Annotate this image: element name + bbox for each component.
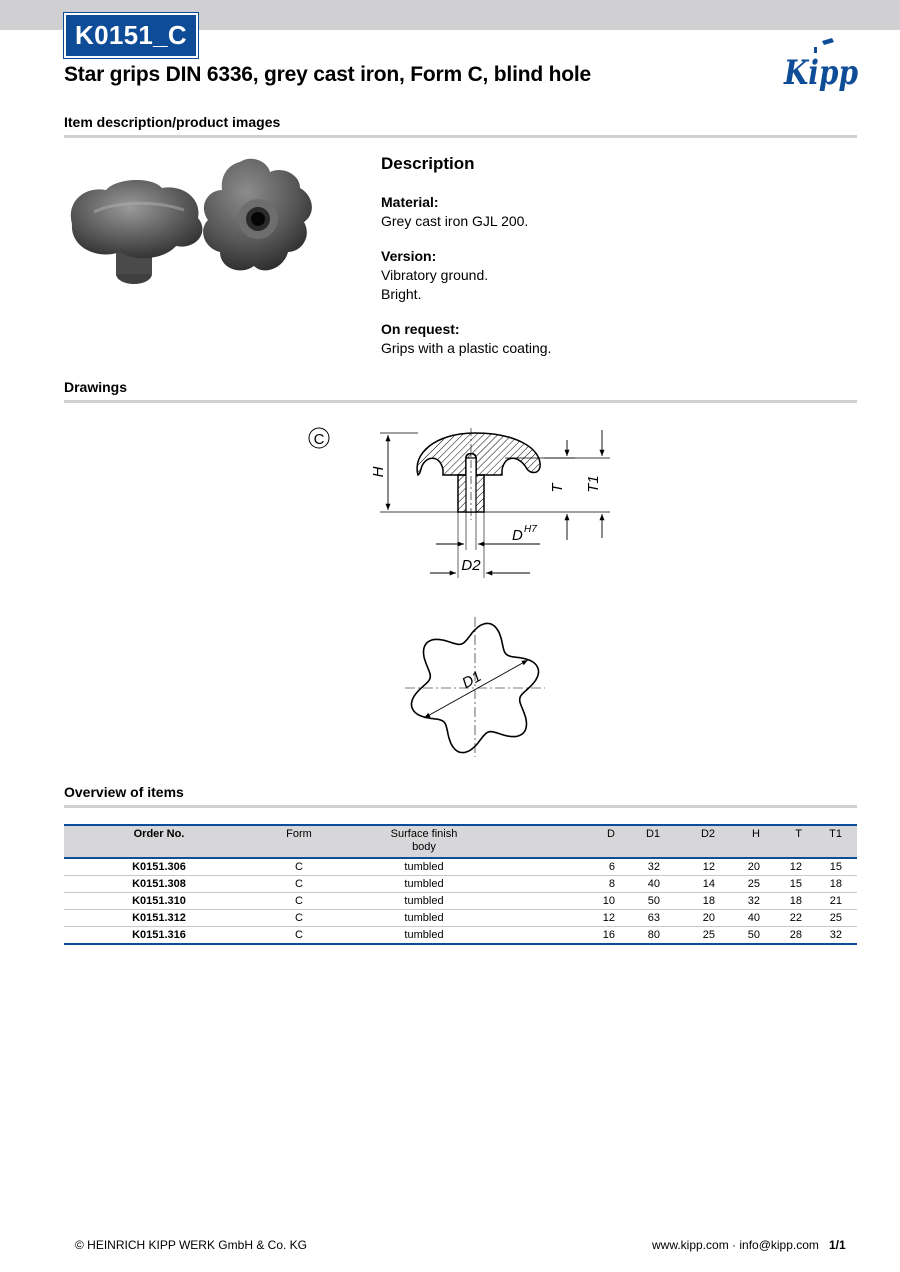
grip-top-view-image bbox=[203, 159, 312, 271]
cell-d2: 12 bbox=[664, 858, 719, 876]
col-header-order: Order No. bbox=[64, 825, 254, 858]
kipp-logo bbox=[784, 37, 859, 92]
cell-h: 40 bbox=[719, 910, 764, 927]
on-request-label: On request: bbox=[381, 321, 460, 337]
version-block bbox=[381, 247, 801, 304]
cell-d: 16 bbox=[504, 927, 619, 945]
cell-t: 12 bbox=[764, 858, 806, 876]
col-header-surface-line1: Surface finish bbox=[390, 828, 458, 840]
version-label: Version: bbox=[381, 248, 437, 264]
col-header-t: T bbox=[764, 825, 806, 858]
cell-t: 28 bbox=[764, 927, 806, 945]
cell-d1: 40 bbox=[619, 876, 664, 893]
section-heading-item-description: Item description/product images bbox=[64, 114, 857, 138]
dim-label-d-tolerance: H7 bbox=[524, 524, 537, 535]
cell-d: 12 bbox=[504, 910, 619, 927]
section-heading-drawings: Drawings bbox=[64, 379, 857, 403]
col-header-d2: D2 bbox=[664, 825, 719, 858]
cell-order[interactable]: K0151.312 bbox=[64, 910, 254, 927]
dim-label-d: D bbox=[512, 527, 523, 544]
material-block bbox=[381, 193, 801, 231]
col-header-d: D bbox=[504, 825, 619, 858]
cell-form: C bbox=[254, 910, 344, 927]
col-header-surface bbox=[344, 825, 504, 858]
dim-label-d1: D1 bbox=[459, 667, 485, 693]
footer-page-number: 1/1 bbox=[829, 1238, 846, 1252]
table-row bbox=[64, 893, 857, 910]
table-row bbox=[64, 876, 857, 893]
items-table bbox=[64, 824, 857, 945]
version-line-2: Bright. bbox=[381, 286, 422, 302]
logo-text: Kipp bbox=[783, 53, 859, 93]
cell-t1: 25 bbox=[806, 910, 857, 927]
cell-d1: 50 bbox=[619, 893, 664, 910]
cell-order[interactable]: K0151.316 bbox=[64, 927, 254, 945]
cell-form: C bbox=[254, 876, 344, 893]
page-title: Star grips DIN 6336, grey cast iron, Form C, blind hole bbox=[64, 63, 591, 86]
cell-form: C bbox=[254, 893, 344, 910]
side-section-drawing bbox=[300, 420, 630, 585]
col-header-t1: T1 bbox=[806, 825, 857, 858]
cell-t: 22 bbox=[764, 910, 806, 927]
table-row bbox=[64, 927, 857, 945]
product-images bbox=[64, 152, 326, 298]
cell-finish: tumbled bbox=[344, 910, 504, 927]
cell-d1: 80 bbox=[619, 927, 664, 945]
cell-d2: 20 bbox=[664, 910, 719, 927]
dim-label-h: H bbox=[370, 466, 387, 478]
cell-t1: 15 bbox=[806, 858, 857, 876]
version-line-1: Vibratory ground. bbox=[381, 267, 489, 283]
dim-label-t1: T1 bbox=[585, 475, 602, 493]
on-request-block bbox=[381, 320, 801, 358]
cell-d: 8 bbox=[504, 876, 619, 893]
cell-d2: 14 bbox=[664, 876, 719, 893]
cell-d: 6 bbox=[504, 858, 619, 876]
cell-h: 32 bbox=[719, 893, 764, 910]
col-header-form: Form bbox=[254, 825, 344, 858]
cell-finish: tumbled bbox=[344, 858, 504, 876]
cell-t1: 18 bbox=[806, 876, 857, 893]
cell-d1: 32 bbox=[619, 858, 664, 876]
footer-copyright: © HEINRICH KIPP WERK GmbH & Co. KG bbox=[75, 1238, 307, 1252]
section-heading-overview: Overview of items bbox=[64, 784, 857, 808]
cell-finish: tumbled bbox=[344, 876, 504, 893]
cell-d: 10 bbox=[504, 893, 619, 910]
cell-form: C bbox=[254, 927, 344, 945]
table-header-row bbox=[64, 825, 857, 858]
col-header-h: H bbox=[719, 825, 764, 858]
cell-h: 50 bbox=[719, 927, 764, 945]
footer-contact-link[interactable]: www.kipp.com · info@kipp.com bbox=[652, 1238, 819, 1252]
form-mark-letter: C bbox=[313, 431, 325, 448]
cell-d2: 18 bbox=[664, 893, 719, 910]
cell-d2: 25 bbox=[664, 927, 719, 945]
col-header-surface-line2: body bbox=[412, 841, 436, 853]
cell-order[interactable]: K0151.310 bbox=[64, 893, 254, 910]
cell-order[interactable]: K0151.306 bbox=[64, 858, 254, 876]
cell-t: 18 bbox=[764, 893, 806, 910]
cell-t: 15 bbox=[764, 876, 806, 893]
cell-d1: 63 bbox=[619, 910, 664, 927]
cell-h: 20 bbox=[719, 858, 764, 876]
material-value: Grey cast iron GJL 200. bbox=[381, 213, 529, 229]
table-row bbox=[64, 858, 857, 876]
table-row bbox=[64, 910, 857, 927]
cell-h: 25 bbox=[719, 876, 764, 893]
description-block bbox=[381, 154, 801, 374]
dim-label-d2: D2 bbox=[461, 557, 481, 574]
cell-t1: 21 bbox=[806, 893, 857, 910]
description-heading: Description bbox=[381, 154, 475, 173]
col-header-d1: D1 bbox=[619, 825, 664, 858]
grip-side-view-image bbox=[71, 180, 203, 284]
cell-finish: tumbled bbox=[344, 893, 504, 910]
material-label: Material: bbox=[381, 194, 439, 210]
cell-order[interactable]: K0151.308 bbox=[64, 876, 254, 893]
on-request-value: Grips with a plastic coating. bbox=[381, 340, 552, 356]
cell-finish: tumbled bbox=[344, 927, 504, 945]
cell-form: C bbox=[254, 858, 344, 876]
top-view-drawing bbox=[400, 612, 550, 762]
product-code-badge: K0151_C bbox=[64, 13, 198, 58]
dim-label-t: T bbox=[549, 483, 566, 493]
cell-t1: 32 bbox=[806, 927, 857, 945]
